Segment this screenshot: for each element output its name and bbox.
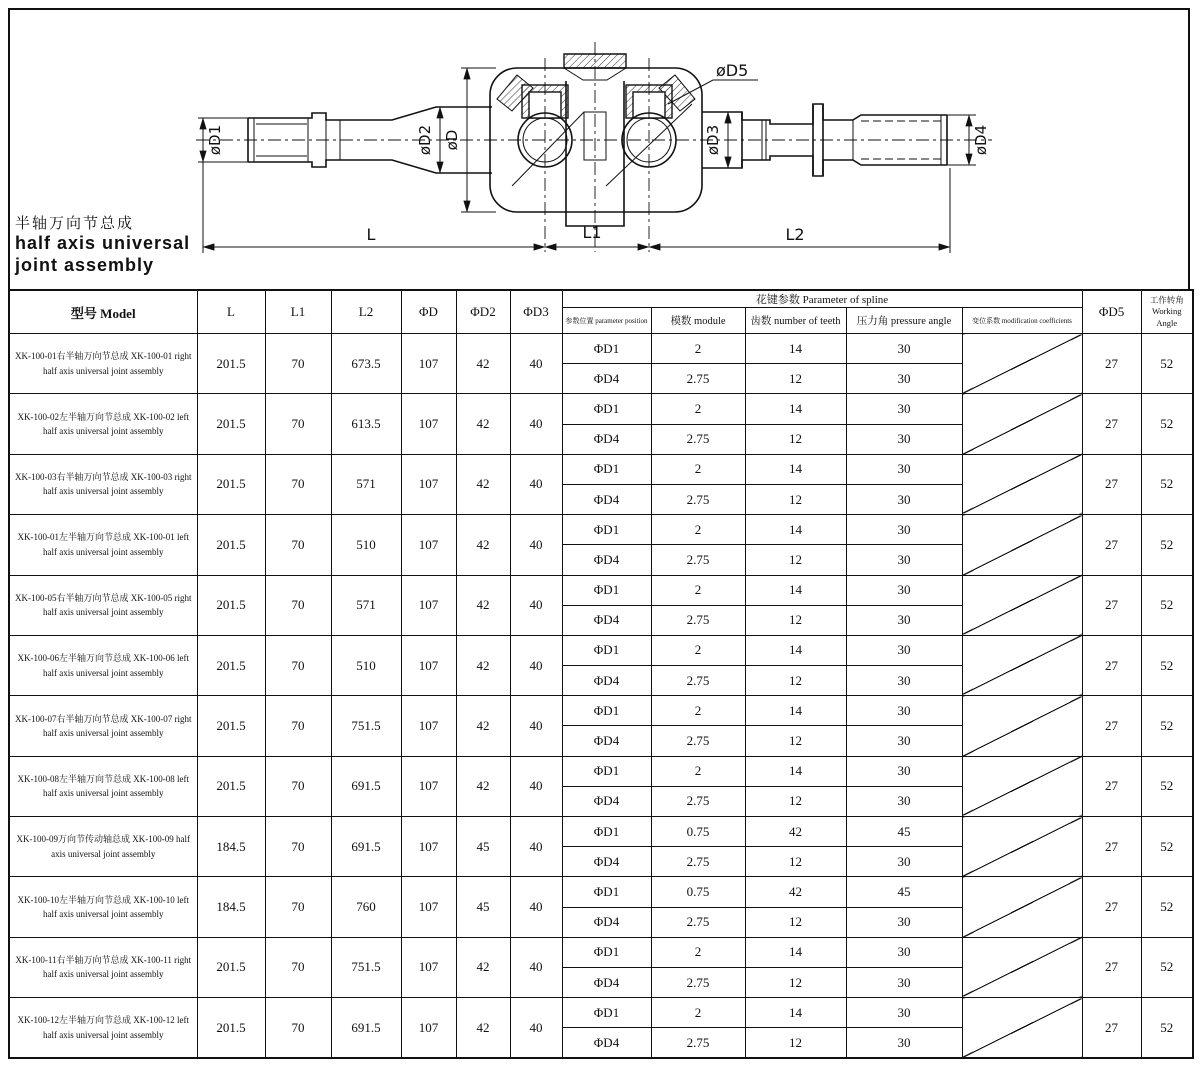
cell-spline-module: 2 — [651, 334, 745, 364]
cell-spline-module: 2.75 — [651, 605, 745, 635]
cell-l1: 70 — [265, 696, 331, 756]
cell-spline-module: 2.75 — [651, 907, 745, 937]
cell-spline-module: 2 — [651, 696, 745, 726]
cell-spline-pos: ΦD4 — [562, 1028, 651, 1058]
col-header-module: 模数 module — [651, 308, 745, 334]
cell-spline-angle: 30 — [846, 545, 962, 575]
cell-spline-teeth: 14 — [745, 937, 846, 967]
cell-l2: 673.5 — [331, 334, 401, 394]
cell-d2: 42 — [456, 454, 510, 514]
cell-l1: 70 — [265, 394, 331, 454]
table-row — [9, 454, 1193, 484]
dim-d4 — [947, 115, 990, 165]
cell-l: 184.5 — [197, 817, 265, 877]
table-row — [9, 937, 1193, 967]
cell-d: 107 — [401, 394, 456, 454]
dim-label-d: øD — [443, 129, 461, 151]
cell-spline-angle: 30 — [846, 967, 962, 997]
cell-spline-teeth: 12 — [745, 424, 846, 454]
cell-d: 107 — [401, 575, 456, 635]
cell-d5: 27 — [1082, 817, 1141, 877]
col-header-l1: L1 — [265, 290, 331, 334]
cell-spline-pos: ΦD4 — [562, 605, 651, 635]
cell-spline-module: 2.75 — [651, 967, 745, 997]
cell-modification — [962, 334, 1082, 394]
cell-spline-angle: 30 — [846, 786, 962, 816]
cell-spline-teeth: 12 — [745, 726, 846, 756]
col-header-d3: ΦD3 — [510, 290, 562, 334]
cell-model: XK-100-01右半轴万向节总成 XK-100-01 right half axis universal joint assembly — [9, 334, 197, 394]
cell-spline-teeth: 42 — [745, 817, 846, 847]
cell-spline-module: 2.75 — [651, 666, 745, 696]
cell-spline-angle: 30 — [846, 515, 962, 545]
dim-d1 — [198, 118, 248, 162]
cell-spline-module: 2.75 — [651, 726, 745, 756]
cell-spline-module: 2 — [651, 394, 745, 424]
cell-d2: 42 — [456, 696, 510, 756]
cell-spline-pos: ΦD1 — [562, 817, 651, 847]
col-header-param-position: 参数位置 parameter position — [562, 308, 651, 334]
cell-l2: 751.5 — [331, 937, 401, 997]
cell-spline-module: 0.75 — [651, 877, 745, 907]
cell-l: 201.5 — [197, 998, 265, 1058]
cell-model: XK-100-12左半轴万向节总成 XK-100-12 left half axis universal joint assembly — [9, 998, 197, 1058]
cell-l1: 70 — [265, 937, 331, 997]
cell-d5: 27 — [1082, 877, 1141, 937]
cell-spline-angle: 30 — [846, 998, 962, 1028]
cell-modification — [962, 756, 1082, 816]
cell-spline-angle: 30 — [846, 575, 962, 605]
cell-modification — [962, 937, 1082, 997]
cell-model: XK-100-07右半轴万向节总成 XK-100-07 right half axis universal joint assembly — [9, 696, 197, 756]
cell-spline-pos: ΦD4 — [562, 786, 651, 816]
col-header-d5: ΦD5 — [1082, 290, 1141, 334]
cell-spline-module: 2.75 — [651, 786, 745, 816]
cell-d2: 42 — [456, 635, 510, 695]
cell-d5: 27 — [1082, 937, 1141, 997]
cell-d: 107 — [401, 756, 456, 816]
cell-d: 107 — [401, 817, 456, 877]
cell-model: XK-100-05右半轴万向节总成 XK-100-05 right half axis universal joint assembly — [9, 575, 197, 635]
cell-d2: 42 — [456, 937, 510, 997]
cell-spline-teeth: 12 — [745, 907, 846, 937]
cell-spline-teeth: 14 — [745, 756, 846, 786]
col-header-pressure-angle: 压力角 pressure angle — [846, 308, 962, 334]
cell-working-angle: 52 — [1141, 394, 1193, 454]
dim-label-d3: øD3 — [704, 124, 722, 156]
cell-d2: 42 — [456, 334, 510, 394]
cell-working-angle: 52 — [1141, 998, 1193, 1058]
cell-spline-teeth: 14 — [745, 575, 846, 605]
cell-d2: 42 — [456, 756, 510, 816]
col-header-l: L — [197, 290, 265, 334]
cell-spline-pos: ΦD1 — [562, 334, 651, 364]
cell-d5: 27 — [1082, 998, 1141, 1058]
cell-spline-angle: 45 — [846, 877, 962, 907]
cell-spline-angle: 30 — [846, 726, 962, 756]
cell-working-angle: 52 — [1141, 877, 1193, 937]
cell-spline-pos: ΦD1 — [562, 877, 651, 907]
cell-spline-teeth: 14 — [745, 334, 846, 364]
cell-spline-module: 2 — [651, 575, 745, 605]
cell-l2: 571 — [331, 454, 401, 514]
cell-d3: 40 — [510, 454, 562, 514]
cell-spline-angle: 30 — [846, 424, 962, 454]
cell-l2: 571 — [331, 575, 401, 635]
cell-model: XK-100-03右半轴万向节总成 XK-100-03 right half axis universal joint assembly — [9, 454, 197, 514]
cell-modification — [962, 394, 1082, 454]
cell-l: 201.5 — [197, 635, 265, 695]
joint-housing — [490, 42, 702, 252]
col-header-d2: ΦD2 — [456, 290, 510, 334]
dim-label-d5: øD5 — [716, 61, 749, 80]
cell-spline-module: 2 — [651, 937, 745, 967]
table-row — [9, 756, 1193, 786]
cell-spline-angle: 30 — [846, 907, 962, 937]
cell-spline-pos: ΦD1 — [562, 515, 651, 545]
cell-spline-angle: 30 — [846, 364, 962, 394]
cell-d: 107 — [401, 515, 456, 575]
cell-d: 107 — [401, 635, 456, 695]
cell-l: 201.5 — [197, 937, 265, 997]
cell-spline-pos: ΦD4 — [562, 847, 651, 877]
cell-model: XK-100-02左半轴万向节总成 XK-100-02 left half axis universal joint assembly — [9, 394, 197, 454]
cell-spline-teeth: 14 — [745, 515, 846, 545]
spec-table — [8, 289, 1194, 1059]
cell-spline-module: 2.75 — [651, 364, 745, 394]
dim-lengths — [203, 162, 950, 253]
cell-spline-angle: 30 — [846, 847, 962, 877]
cell-d5: 27 — [1082, 696, 1141, 756]
cell-d3: 40 — [510, 515, 562, 575]
cell-d3: 40 — [510, 937, 562, 997]
cell-model: XK-100-09万向节传动轴总成 XK-100-09 half axis universal joint assembly — [9, 817, 197, 877]
cell-d3: 40 — [510, 334, 562, 394]
cell-spline-pos: ΦD4 — [562, 424, 651, 454]
cell-l: 201.5 — [197, 334, 265, 394]
cell-modification — [962, 817, 1082, 877]
cell-l: 201.5 — [197, 454, 265, 514]
cell-modification — [962, 454, 1082, 514]
col-header-model: 型号 Model — [9, 290, 197, 334]
cell-d: 107 — [401, 334, 456, 394]
cell-spline-pos: ΦD1 — [562, 575, 651, 605]
cell-spline-teeth: 12 — [745, 1028, 846, 1058]
cell-d: 107 — [401, 454, 456, 514]
cell-spline-pos: ΦD1 — [562, 937, 651, 967]
cell-spline-teeth: 12 — [745, 364, 846, 394]
col-header-spline-group: 花键参数 Parameter of spline — [562, 290, 1082, 308]
cell-working-angle: 52 — [1141, 635, 1193, 695]
cell-l: 201.5 — [197, 756, 265, 816]
cell-d5: 27 — [1082, 394, 1141, 454]
cell-spline-angle: 30 — [846, 484, 962, 514]
cell-l2: 510 — [331, 515, 401, 575]
cell-modification — [962, 696, 1082, 756]
cell-spline-pos: ΦD1 — [562, 394, 651, 424]
cell-spline-module: 2.75 — [651, 424, 745, 454]
col-header-working-angle — [1141, 290, 1193, 334]
title-chinese: 半轴万向节总成 — [15, 215, 135, 232]
cell-l2: 613.5 — [331, 394, 401, 454]
cell-spline-teeth: 14 — [745, 394, 846, 424]
cell-l: 201.5 — [197, 575, 265, 635]
dim-label-d1: øD1 — [206, 124, 224, 156]
cell-l2: 691.5 — [331, 817, 401, 877]
cell-d: 107 — [401, 998, 456, 1058]
table-row — [9, 877, 1193, 907]
cell-d: 107 — [401, 696, 456, 756]
cell-working-angle: 52 — [1141, 515, 1193, 575]
cell-spline-pos: ΦD4 — [562, 364, 651, 394]
cell-l2: 760 — [331, 877, 401, 937]
cell-working-angle: 52 — [1141, 454, 1193, 514]
cell-d5: 27 — [1082, 515, 1141, 575]
cell-d2: 45 — [456, 877, 510, 937]
cell-l: 201.5 — [197, 515, 265, 575]
table-row — [9, 515, 1193, 545]
dim-label-l: L — [366, 225, 376, 244]
table-row — [9, 635, 1193, 665]
cell-spline-module: 2.75 — [651, 1028, 745, 1058]
cell-l1: 70 — [265, 575, 331, 635]
cell-spline-teeth: 12 — [745, 967, 846, 997]
cell-l2: 751.5 — [331, 696, 401, 756]
cell-l1: 70 — [265, 756, 331, 816]
cell-spline-angle: 30 — [846, 454, 962, 484]
cell-model: XK-100-06左半轴万向节总成 XK-100-06 left half axis universal joint assembly — [9, 635, 197, 695]
cell-spline-angle: 30 — [846, 666, 962, 696]
dim-label-l2: L2 — [785, 225, 805, 244]
cell-spline-pos: ΦD1 — [562, 454, 651, 484]
cell-working-angle: 52 — [1141, 334, 1193, 394]
cell-spline-pos: ΦD4 — [562, 545, 651, 575]
cell-working-angle: 52 — [1141, 817, 1193, 877]
title-block — [15, 215, 190, 276]
cell-working-angle: 52 — [1141, 575, 1193, 635]
cell-d2: 45 — [456, 817, 510, 877]
cell-l: 201.5 — [197, 394, 265, 454]
cell-d3: 40 — [510, 817, 562, 877]
cell-spline-teeth: 14 — [745, 696, 846, 726]
cell-l: 201.5 — [197, 696, 265, 756]
cell-d3: 40 — [510, 575, 562, 635]
cell-spline-angle: 30 — [846, 937, 962, 967]
title-english-line1: half axis universal — [15, 233, 191, 253]
cell-spline-teeth: 14 — [745, 454, 846, 484]
cell-spline-angle: 45 — [846, 817, 962, 847]
cell-spline-module: 2.75 — [651, 847, 745, 877]
cell-d3: 40 — [510, 998, 562, 1058]
cell-d5: 27 — [1082, 334, 1141, 394]
cell-spline-angle: 30 — [846, 1028, 962, 1058]
cell-d3: 40 — [510, 696, 562, 756]
cell-spline-module: 2.75 — [651, 545, 745, 575]
working-angle-cn: 工作转角 — [1149, 295, 1184, 306]
cell-spline-teeth: 12 — [745, 666, 846, 696]
cell-working-angle: 52 — [1141, 937, 1193, 997]
cell-spline-teeth: 42 — [745, 877, 846, 907]
cell-l2: 691.5 — [331, 998, 401, 1058]
cell-spline-pos: ΦD4 — [562, 726, 651, 756]
table-row — [9, 998, 1193, 1028]
cell-spline-module: 2 — [651, 515, 745, 545]
cell-l1: 70 — [265, 454, 331, 514]
cell-d2: 42 — [456, 575, 510, 635]
cell-spline-pos: ΦD4 — [562, 484, 651, 514]
cell-spline-teeth: 14 — [745, 635, 846, 665]
cell-spline-pos: ΦD1 — [562, 998, 651, 1028]
cell-spline-module: 2 — [651, 635, 745, 665]
cell-spline-pos: ΦD4 — [562, 907, 651, 937]
cell-spline-angle: 30 — [846, 696, 962, 726]
cell-spline-module: 0.75 — [651, 817, 745, 847]
cell-spline-teeth: 12 — [745, 786, 846, 816]
cell-d3: 40 — [510, 635, 562, 695]
cell-spline-module: 2 — [651, 998, 745, 1028]
cell-d3: 40 — [510, 877, 562, 937]
cell-l1: 70 — [265, 877, 331, 937]
cell-modification — [962, 877, 1082, 937]
cell-spline-pos: ΦD1 — [562, 756, 651, 786]
working-angle-en: Working Angle — [1151, 306, 1182, 328]
cell-d5: 27 — [1082, 575, 1141, 635]
cell-spline-pos: ΦD1 — [562, 635, 651, 665]
table-row — [9, 817, 1193, 847]
cell-l1: 70 — [265, 515, 331, 575]
dim-label-l1: L1 — [582, 223, 602, 242]
table-row — [9, 696, 1193, 726]
cell-l1: 70 — [265, 998, 331, 1058]
col-header-l2: L2 — [331, 290, 401, 334]
cell-d5: 27 — [1082, 635, 1141, 695]
cell-spline-teeth: 12 — [745, 545, 846, 575]
model-table-body — [9, 334, 1193, 1059]
cell-l: 184.5 — [197, 877, 265, 937]
col-header-d: ΦD — [401, 290, 456, 334]
cell-d5: 27 — [1082, 756, 1141, 816]
cell-d2: 42 — [456, 515, 510, 575]
cell-model: XK-100-11右半轴万向节总成 XK-100-11 right half axis universal joint assembly — [9, 937, 197, 997]
cell-l1: 70 — [265, 635, 331, 695]
cell-model: XK-100-01左半轴万向节总成 XK-100-01 left half axis universal joint assembly — [9, 515, 197, 575]
cell-spline-pos: ΦD1 — [562, 696, 651, 726]
cell-spline-teeth: 12 — [745, 484, 846, 514]
cell-d2: 42 — [456, 998, 510, 1058]
dim-label-d4: øD4 — [972, 124, 990, 156]
cell-model: XK-100-08左半轴万向节总成 XK-100-08 left half axis universal joint assembly — [9, 756, 197, 816]
cell-spline-module: 2 — [651, 454, 745, 484]
dim-label-d2: øD2 — [416, 124, 434, 156]
cell-modification — [962, 998, 1082, 1058]
cell-modification — [962, 635, 1082, 695]
cell-spline-angle: 30 — [846, 756, 962, 786]
cell-spline-teeth: 12 — [745, 847, 846, 877]
col-header-teeth: 齿数 number of teeth — [745, 308, 846, 334]
cell-spline-angle: 30 — [846, 635, 962, 665]
cell-d: 107 — [401, 877, 456, 937]
cell-spline-module: 2.75 — [651, 484, 745, 514]
cell-l2: 691.5 — [331, 756, 401, 816]
cell-spline-module: 2 — [651, 756, 745, 786]
cell-l1: 70 — [265, 334, 331, 394]
cell-modification — [962, 575, 1082, 635]
cell-spline-pos: ΦD4 — [562, 666, 651, 696]
cell-l2: 510 — [331, 635, 401, 695]
cell-spline-angle: 30 — [846, 334, 962, 364]
cell-spline-angle: 30 — [846, 394, 962, 424]
cell-d3: 40 — [510, 394, 562, 454]
table-row — [9, 394, 1193, 424]
col-header-modification: 变位系数 modification coefficients — [962, 308, 1082, 334]
table-row — [9, 334, 1193, 364]
cell-d2: 42 — [456, 394, 510, 454]
cell-model: XK-100-10左半轴万向节总成 XK-100-10 left half axis universal joint assembly — [9, 877, 197, 937]
cell-spline-teeth: 14 — [745, 998, 846, 1028]
cell-working-angle: 52 — [1141, 756, 1193, 816]
cell-d: 107 — [401, 937, 456, 997]
title-english-line2: joint assembly — [15, 254, 155, 275]
cell-spline-angle: 30 — [846, 605, 962, 635]
cell-working-angle: 52 — [1141, 696, 1193, 756]
cell-spline-teeth: 12 — [745, 605, 846, 635]
cell-l1: 70 — [265, 817, 331, 877]
table-row — [9, 575, 1193, 605]
cell-d3: 40 — [510, 756, 562, 816]
cell-spline-pos: ΦD4 — [562, 967, 651, 997]
cell-d5: 27 — [1082, 454, 1141, 514]
cell-modification — [962, 515, 1082, 575]
